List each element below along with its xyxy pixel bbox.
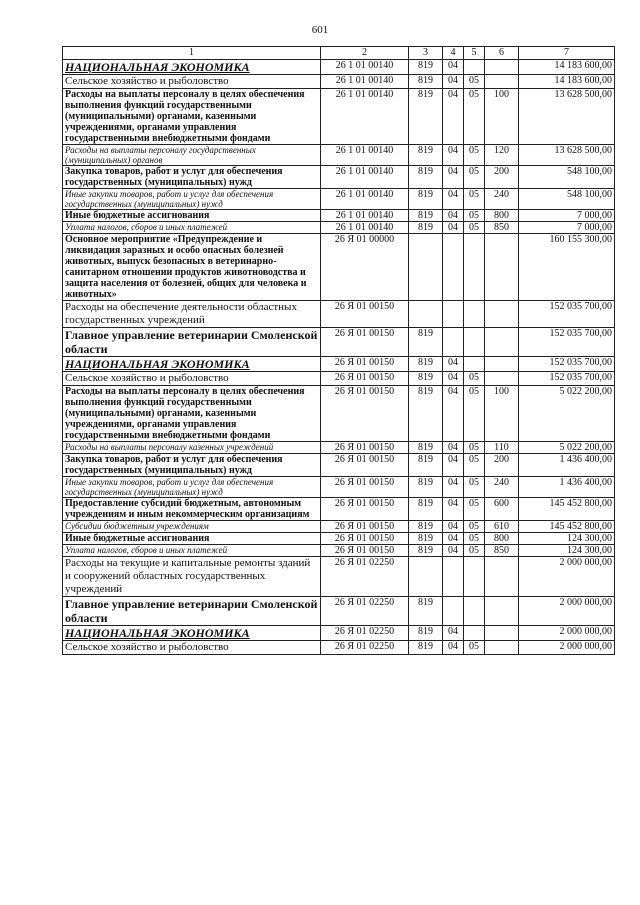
subsection-code-cell: 05 — [464, 386, 485, 442]
expense-type-cell: 100 — [485, 386, 519, 442]
ministry-code-cell: 819 — [409, 357, 443, 372]
table-row — [63, 498, 615, 521]
target-article-cell: 26 Я 01 00150 — [321, 372, 409, 386]
section-code-cell: 04 — [443, 145, 464, 166]
amount-cell: 145 452 800,00 — [519, 521, 615, 533]
table-row — [63, 545, 615, 557]
expense-type-cell: 850 — [485, 222, 519, 234]
table-row — [63, 328, 615, 357]
ministry-code-cell: 819 — [409, 89, 443, 145]
table-row — [63, 234, 615, 301]
ministry-code-cell: 819 — [409, 442, 443, 454]
expense-type-cell — [485, 301, 519, 328]
section-code-cell: 04 — [443, 189, 464, 210]
subsection-code-cell: 05 — [464, 166, 485, 189]
target-article-cell: 26 1 01 00140 — [321, 60, 409, 75]
table-row — [63, 372, 615, 386]
expense-type-cell — [485, 626, 519, 641]
target-article-cell: 26 1 01 00140 — [321, 75, 409, 89]
expense-type-cell — [485, 557, 519, 597]
ministry-code-cell: 819 — [409, 545, 443, 557]
amount-cell: 13 628 500,00 — [519, 145, 615, 166]
target-article-cell: 26 Я 01 02250 — [321, 597, 409, 626]
amount-cell: 548 100,00 — [519, 189, 615, 210]
ministry-code-cell: 819 — [409, 189, 443, 210]
expense-type-cell: 120 — [485, 145, 519, 166]
table-row — [63, 477, 615, 498]
amount-cell: 152 035 700,00 — [519, 328, 615, 357]
section-code-cell — [443, 328, 464, 357]
subsection-code-cell — [464, 60, 485, 75]
expense-type-cell: 110 — [485, 442, 519, 454]
subsection-code-cell: 05 — [464, 477, 485, 498]
ministry-code-cell — [409, 234, 443, 301]
ministry-code-cell: 819 — [409, 477, 443, 498]
amount-cell: 152 035 700,00 — [519, 372, 615, 386]
subsection-code-cell — [464, 301, 485, 328]
subsection-code-cell — [464, 626, 485, 641]
row-name-cell: Основное мероприятие «Предупреждение и ликвидация заразных и особо опасных болезней животных, выпуск безопасных в ветеринарно-санитарном отношении продуктов животноводства и защита населения от болезней, общих для человека и животных» — [63, 234, 321, 301]
ministry-code-cell: 819 — [409, 372, 443, 386]
table-row — [63, 521, 615, 533]
ministry-code-cell: 819 — [409, 641, 443, 655]
expense-type-cell — [485, 234, 519, 301]
amount-cell: 5 022 200,00 — [519, 442, 615, 454]
row-name-cell: Сельское хозяйство и рыболовство — [63, 372, 321, 386]
header-cell: 2 — [321, 47, 409, 60]
subsection-code-cell: 05 — [464, 545, 485, 557]
amount-cell: 152 035 700,00 — [519, 357, 615, 372]
target-article-cell: 26 1 01 00140 — [321, 166, 409, 189]
amount-cell: 14 183 600,00 — [519, 60, 615, 75]
amount-cell: 5 022 200,00 — [519, 386, 615, 442]
row-name-cell: НАЦИОНАЛЬНАЯ ЭКОНОМИКА — [63, 60, 321, 75]
section-code-cell: 04 — [443, 626, 464, 641]
ministry-code-cell: 819 — [409, 60, 443, 75]
subsection-code-cell: 05 — [464, 210, 485, 222]
target-article-cell: 26 Я 01 00150 — [321, 498, 409, 521]
expense-type-cell — [485, 597, 519, 626]
ministry-code-cell: 819 — [409, 166, 443, 189]
header-cell: 6 — [485, 47, 519, 60]
row-name-cell: Субсидии бюджетным учреждениям — [63, 521, 321, 533]
ministry-code-cell: 819 — [409, 521, 443, 533]
section-code-cell: 04 — [443, 210, 464, 222]
ministry-code-cell: 819 — [409, 222, 443, 234]
section-code-cell: 04 — [443, 533, 464, 545]
amount-cell: 152 035 700,00 — [519, 301, 615, 328]
expense-type-cell: 240 — [485, 189, 519, 210]
table-row — [63, 75, 615, 89]
section-code-cell: 04 — [443, 372, 464, 386]
expense-type-cell — [485, 75, 519, 89]
amount-cell: 7 000,00 — [519, 210, 615, 222]
row-name-cell: Иные бюджетные ассигнования — [63, 533, 321, 545]
row-name-cell: Иные закупки товаров, работ и услуг для обеспечения государственных (муниципальных) нужд — [63, 189, 321, 210]
subsection-code-cell: 05 — [464, 521, 485, 533]
amount-cell: 145 452 800,00 — [519, 498, 615, 521]
table-row — [63, 189, 615, 210]
table-row — [63, 386, 615, 442]
section-code-cell — [443, 557, 464, 597]
header-cell: 3 — [409, 47, 443, 60]
amount-cell: 13 628 500,00 — [519, 89, 615, 145]
section-code-cell: 04 — [443, 386, 464, 442]
subsection-code-cell: 05 — [464, 372, 485, 386]
ministry-code-cell: 819 — [409, 454, 443, 477]
expense-type-cell: 100 — [485, 89, 519, 145]
header-cell: 5 — [464, 47, 485, 60]
header-cell: 4 — [443, 47, 464, 60]
target-article-cell: 26 Я 01 00150 — [321, 477, 409, 498]
section-code-cell: 04 — [443, 498, 464, 521]
target-article-cell: 26 1 01 00140 — [321, 222, 409, 234]
ministry-code-cell: 819 — [409, 533, 443, 545]
table-row — [63, 145, 615, 166]
expense-type-cell — [485, 372, 519, 386]
row-name-cell: Расходы на выплаты персоналу государственных (муниципальных) органов — [63, 145, 321, 166]
expense-type-cell: 200 — [485, 454, 519, 477]
ministry-code-cell — [409, 301, 443, 328]
row-name-cell: Закупка товаров, работ и услуг для обеспечения государственных (муниципальных) нужд — [63, 166, 321, 189]
subsection-code-cell: 05 — [464, 75, 485, 89]
expense-type-cell: 610 — [485, 521, 519, 533]
target-article-cell: 26 Я 01 00150 — [321, 442, 409, 454]
expense-type-cell: 200 — [485, 166, 519, 189]
row-name-cell: Закупка товаров, работ и услуг для обеспечения государственных (муниципальных) нужд — [63, 454, 321, 477]
section-code-cell — [443, 301, 464, 328]
row-name-cell: НАЦИОНАЛЬНАЯ ЭКОНОМИКА — [63, 357, 321, 372]
target-article-cell: 26 Я 01 00150 — [321, 545, 409, 557]
amount-cell: 1 436 400,00 — [519, 477, 615, 498]
table-row — [63, 454, 615, 477]
subsection-code-cell — [464, 557, 485, 597]
target-article-cell: 26 1 01 00140 — [321, 145, 409, 166]
table-row — [63, 301, 615, 328]
amount-cell: 2 000 000,00 — [519, 641, 615, 655]
row-name-cell: НАЦИОНАЛЬНАЯ ЭКОНОМИКА — [63, 626, 321, 641]
row-name-cell: Расходы на текущие и капитальные ремонты зданий и сооружений областных государственных учреждений — [63, 557, 321, 597]
amount-cell: 2 000 000,00 — [519, 597, 615, 626]
table-row — [63, 557, 615, 597]
table-row — [63, 60, 615, 75]
subsection-code-cell: 05 — [464, 454, 485, 477]
section-code-cell — [443, 234, 464, 301]
row-name-cell: Главное управление ветеринарии Смоленской области — [63, 597, 321, 626]
ministry-code-cell: 819 — [409, 145, 443, 166]
subsection-code-cell — [464, 357, 485, 372]
subsection-code-cell — [464, 328, 485, 357]
table-row — [63, 222, 615, 234]
target-article-cell: 26 Я 01 00150 — [321, 301, 409, 328]
subsection-code-cell: 05 — [464, 498, 485, 521]
row-name-cell: Расходы на выплаты персоналу казенных учреждений — [63, 442, 321, 454]
expense-type-cell — [485, 328, 519, 357]
section-code-cell: 04 — [443, 166, 464, 189]
amount-cell: 7 000,00 — [519, 222, 615, 234]
row-name-cell: Предоставление субсидий бюджетным, автономным учреждениям и иным некоммерческим организациям — [63, 498, 321, 521]
target-article-cell: 26 1 01 00140 — [321, 189, 409, 210]
row-name-cell: Расходы на обеспечение деятельности областных государственных учреждений — [63, 301, 321, 328]
expense-type-cell: 800 — [485, 210, 519, 222]
target-article-cell: 26 Я 01 02250 — [321, 626, 409, 641]
ministry-code-cell — [409, 557, 443, 597]
section-code-cell: 04 — [443, 477, 464, 498]
amount-cell: 124 300,00 — [519, 545, 615, 557]
subsection-code-cell: 05 — [464, 189, 485, 210]
row-name-cell: Расходы на выплаты персоналу в целях обеспечения выполнения функций государственными (муниципальными) органами, казенными учреждениями, органами управления государственными внебюджетными фондами — [63, 386, 321, 442]
section-code-cell: 04 — [443, 75, 464, 89]
row-name-cell: Уплата налогов, сборов и иных платежей — [63, 545, 321, 557]
expense-type-cell — [485, 357, 519, 372]
expense-type-cell — [485, 60, 519, 75]
row-name-cell: Расходы на выплаты персоналу в целях обеспечения выполнения функций государственными (муниципальными) органами, казенными учреждениями, органами управления государственными внебюджетными фондами — [63, 89, 321, 145]
section-code-cell: 04 — [443, 222, 464, 234]
subsection-code-cell — [464, 234, 485, 301]
expense-type-cell: 600 — [485, 498, 519, 521]
subsection-code-cell: 05 — [464, 533, 485, 545]
table-row — [63, 641, 615, 655]
expense-type-cell: 850 — [485, 545, 519, 557]
ministry-code-cell: 819 — [409, 498, 443, 521]
target-article-cell: 26 Я 01 02250 — [321, 557, 409, 597]
amount-cell: 124 300,00 — [519, 533, 615, 545]
ministry-code-cell: 819 — [409, 75, 443, 89]
ministry-code-cell: 819 — [409, 386, 443, 442]
ministry-code-cell: 819 — [409, 328, 443, 357]
page-number: 601 — [311, 24, 329, 36]
table-header-row — [63, 47, 615, 60]
table-row — [63, 533, 615, 545]
target-article-cell: 26 Я 01 00150 — [321, 533, 409, 545]
target-article-cell: 26 Я 01 00150 — [321, 357, 409, 372]
subsection-code-cell: 05 — [464, 89, 485, 145]
expense-type-cell — [485, 641, 519, 655]
section-code-cell — [443, 597, 464, 626]
table-row — [63, 210, 615, 222]
target-article-cell: 26 Я 01 02250 — [321, 641, 409, 655]
table-row — [63, 442, 615, 454]
target-article-cell: 26 1 01 00140 — [321, 210, 409, 222]
table-row — [63, 597, 615, 626]
table-row — [63, 89, 615, 145]
target-article-cell: 26 Я 01 00150 — [321, 521, 409, 533]
ministry-code-cell: 819 — [409, 210, 443, 222]
subsection-code-cell: 05 — [464, 641, 485, 655]
table-row — [63, 626, 615, 641]
section-code-cell: 04 — [443, 641, 464, 655]
target-article-cell: 26 Я 01 00150 — [321, 454, 409, 477]
expense-type-cell: 800 — [485, 533, 519, 545]
section-code-cell: 04 — [443, 454, 464, 477]
subsection-code-cell: 05 — [464, 145, 485, 166]
expense-type-cell: 240 — [485, 477, 519, 498]
ministry-code-cell: 819 — [409, 597, 443, 626]
subsection-code-cell — [464, 597, 485, 626]
budget-table — [62, 46, 615, 655]
row-name-cell: Иные бюджетные ассигнования — [63, 210, 321, 222]
target-article-cell: 26 Я 01 00150 — [321, 386, 409, 442]
amount-cell: 548 100,00 — [519, 166, 615, 189]
row-name-cell: Уплата налогов, сборов и иных платежей — [63, 222, 321, 234]
ministry-code-cell: 819 — [409, 626, 443, 641]
row-name-cell: Сельское хозяйство и рыболовство — [63, 75, 321, 89]
section-code-cell: 04 — [443, 60, 464, 75]
target-article-cell: 26 1 01 00140 — [321, 89, 409, 145]
subsection-code-cell: 05 — [464, 442, 485, 454]
section-code-cell: 04 — [443, 357, 464, 372]
target-article-cell: 26 Я 01 00000 — [321, 234, 409, 301]
row-name-cell: Иные закупки товаров, работ и услуг для обеспечения государственных (муниципальных) нужд — [63, 477, 321, 498]
header-cell: 7 — [519, 47, 615, 60]
amount-cell: 160 155 300,00 — [519, 234, 615, 301]
header-cell: 1 — [63, 47, 321, 60]
section-code-cell: 04 — [443, 545, 464, 557]
amount-cell: 2 000 000,00 — [519, 626, 615, 641]
row-name-cell: Сельское хозяйство и рыболовство — [63, 641, 321, 655]
row-name-cell: Главное управление ветеринарии Смоленской области — [63, 328, 321, 357]
section-code-cell: 04 — [443, 442, 464, 454]
subsection-code-cell: 05 — [464, 222, 485, 234]
amount-cell: 2 000 000,00 — [519, 557, 615, 597]
section-code-cell: 04 — [443, 521, 464, 533]
section-code-cell: 04 — [443, 89, 464, 145]
amount-cell: 1 436 400,00 — [519, 454, 615, 477]
amount-cell: 14 183 600,00 — [519, 75, 615, 89]
table-row — [63, 357, 615, 372]
target-article-cell: 26 Я 01 00150 — [321, 328, 409, 357]
table-row — [63, 166, 615, 189]
